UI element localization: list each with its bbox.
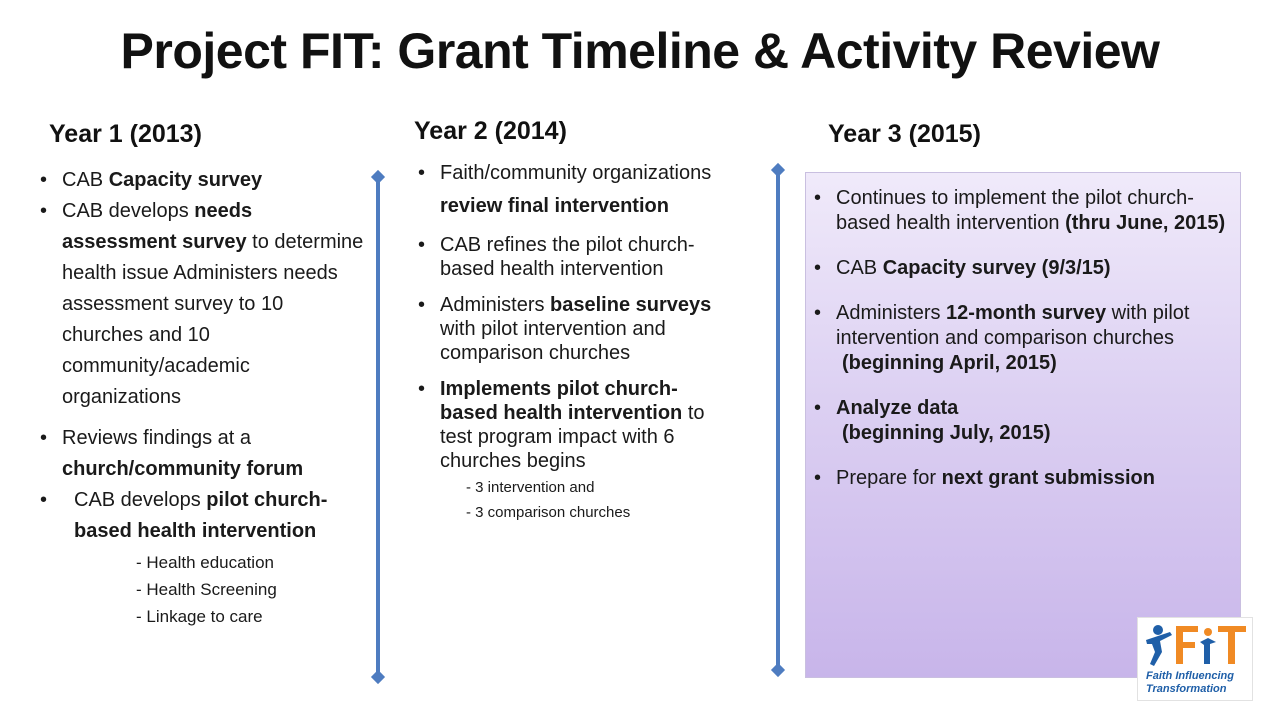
list-item: • CAB Capacity survey (9/3/15) <box>810 256 1230 281</box>
year2-subitems <box>414 475 714 525</box>
diamond-icon <box>371 170 385 184</box>
diamond-icon <box>371 670 385 684</box>
list-item: • CAB develops pilot church-based health intervention <box>36 485 366 547</box>
diamond-icon <box>771 663 785 677</box>
list-item: • Implements pilot church-based health intervention to test program impact with 6 churches begins <box>414 377 714 473</box>
page-title: Project FIT: Grant Timeline & Activity Review <box>120 23 1160 79</box>
year3-column <box>810 186 1230 511</box>
sub-item: - 3 comparison churches <box>466 504 631 521</box>
list-item: • Administers baseline surveys with pilot intervention and comparison churches <box>414 293 714 365</box>
year1-subitems <box>36 549 366 630</box>
timeline-divider-1 <box>370 177 386 677</box>
list-item: • Reviews findings at a church/community forum <box>36 423 366 485</box>
list-item: • CAB Capacity survey <box>36 165 366 196</box>
timeline-divider-2 <box>770 170 786 670</box>
year1-heading: Year 1 (2013) <box>49 120 202 148</box>
logo-tagline: Faith Influencing Transformation <box>1146 670 1234 695</box>
year2-heading: Year 2 (2014) <box>414 117 567 145</box>
list-item: • CAB refines the pilot church-based health intervention <box>414 233 714 281</box>
diamond-icon <box>771 163 785 177</box>
sub-item: - 3 intervention and <box>466 479 595 496</box>
list-item: • CAB develops needs assessment survey to determine health issue Administers needs assessment survey to 10 churches and 10 community/academic organizations <box>36 196 366 413</box>
year2-column <box>414 157 714 525</box>
sub-item: - Linkage to care <box>136 607 263 626</box>
list-item: • Faith/community organizations review final intervention <box>414 157 714 223</box>
sub-item: - Health Screening <box>136 580 277 599</box>
fit-logo <box>1137 617 1253 701</box>
list-item: • Prepare for next grant submission <box>810 466 1230 491</box>
list-item: • Analyze data (beginning July, 2015) <box>810 396 1230 446</box>
list-item: • Administers 12-month survey with pilot intervention and comparison churches (beginning April, 2015) <box>810 301 1230 376</box>
fit-logo-icon <box>1138 618 1254 674</box>
year3-heading: Year 3 (2015) <box>828 120 981 148</box>
year1-column <box>36 165 366 630</box>
sub-item: - Health education <box>136 553 274 572</box>
list-item: • Continues to implement the pilot church-based health intervention (thru June, 2015) <box>810 186 1230 236</box>
